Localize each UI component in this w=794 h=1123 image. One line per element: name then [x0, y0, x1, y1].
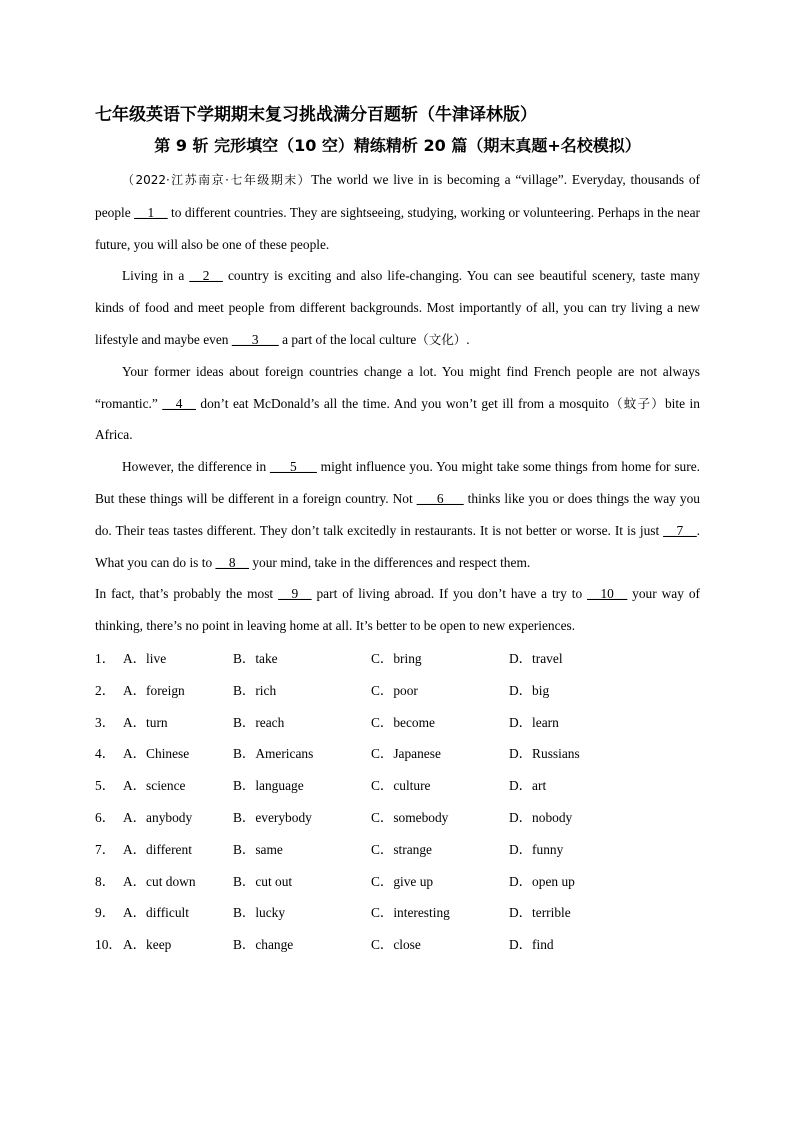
option-row — [95, 834, 700, 866]
option-row — [95, 929, 700, 961]
document-page — [95, 100, 700, 961]
chinese-gloss: （文化） — [416, 331, 467, 347]
options-list — [95, 643, 700, 961]
option-c: C．bring — [371, 650, 422, 666]
question-number: 6． — [95, 809, 116, 825]
option-row — [95, 643, 700, 675]
blank-3: ___3___ — [231, 331, 279, 347]
option-c: C．interesting — [371, 905, 450, 921]
passage-text: don’t eat McDonald’s all the time. And you won’t get ill from a mosquito — [195, 395, 609, 411]
blank-10: __10__ — [587, 586, 628, 602]
chinese-gloss: （蚊子） — [608, 395, 665, 411]
option-a: A．foreign — [123, 682, 185, 698]
option-b: B．reach — [233, 714, 285, 730]
option-d: D．art — [509, 778, 547, 794]
passage-text: your way of thinking, there’s no point in leaving home at all. It’s better to be open to new experiences. — [95, 586, 701, 634]
option-d: D．big — [509, 682, 550, 698]
source-label: （2022·江苏南京·七年级期末） — [122, 173, 312, 187]
option-row — [95, 897, 700, 929]
option-c: C．strange — [371, 841, 432, 857]
passage-text: bite in Africa. — [95, 395, 700, 443]
question-number: 5． — [95, 778, 116, 794]
option-b: B．same — [233, 841, 283, 857]
option-d: D．terrible — [509, 905, 571, 921]
option-a: A．cut down — [123, 873, 196, 889]
question-number: 9． — [95, 905, 116, 921]
blank-5: ___5___ — [269, 459, 317, 475]
blank-8: __8__ — [215, 554, 249, 570]
passage-text: . — [466, 331, 470, 347]
passage-paragraph-3 — [95, 356, 700, 451]
question-number: 1． — [95, 650, 116, 666]
option-a: A．anybody — [123, 809, 193, 825]
option-c: C．culture — [371, 778, 431, 794]
question-number: 2． — [95, 682, 116, 698]
option-a: A．turn — [123, 714, 168, 730]
passage-text: your mind, take in the differences and respect them. — [248, 554, 531, 570]
document-subtitle: 第 9 斩 完形填空（10 空）精练精析 20 篇（期末真题+名校模拟） — [154, 136, 641, 155]
option-b: B．language — [233, 778, 304, 794]
blank-4: __4__ — [162, 395, 196, 411]
question-number: 7． — [95, 841, 116, 857]
passage-text: However, the difference in — [122, 459, 270, 475]
option-row — [95, 866, 700, 898]
question-number: 4． — [95, 746, 116, 762]
blank-7: __7__ — [663, 522, 697, 538]
passage-text: might influence you. You might take some things from home for sure. But these things will be different in a foreign country. Not — [95, 459, 700, 506]
option-c: C．poor — [371, 682, 418, 698]
option-b: B．take — [233, 650, 278, 666]
blank-2: __2__ — [189, 268, 223, 284]
passage-text: The world we live in is becoming a “village”. Everyday, thousands of people — [95, 172, 700, 220]
option-row — [95, 707, 700, 739]
option-d: D．nobody — [509, 809, 573, 825]
option-c: C．give up — [371, 873, 434, 889]
blank-6: ___6___ — [416, 490, 464, 506]
blank-9: __9__ — [278, 586, 312, 602]
option-a: A．keep — [123, 937, 172, 953]
passage-text: In fact, that’s probably the most — [95, 586, 279, 602]
option-row — [95, 675, 700, 707]
passage-paragraph-2 — [95, 260, 700, 355]
passage-text: country is exciting and also life-changing. You can see beautiful scenery, taste many kinds of food and meet people from different backgrounds. Most importantly of all, you can try living a new lifestyle and maybe even — [95, 268, 701, 347]
passage-text: Your former ideas about foreign countries change a lot. You might find French people are not always “romantic.” — [95, 363, 700, 411]
option-c: C．somebody — [371, 809, 449, 825]
passage-text: . What you can do is to — [95, 522, 700, 570]
option-d: D．Russians — [509, 746, 580, 762]
blank-1: __1__ — [134, 204, 168, 220]
option-a: A．science — [123, 778, 186, 794]
option-b: B．rich — [233, 682, 277, 698]
option-row — [95, 802, 700, 834]
option-b: B．cut out — [233, 873, 293, 889]
option-row — [95, 738, 700, 770]
passage-text: Living in a — [122, 268, 190, 284]
option-c: C．Japanese — [371, 746, 441, 762]
option-a: A．live — [123, 650, 167, 666]
passage-text: a part of the local culture — [278, 331, 417, 347]
option-d: D．funny — [509, 841, 564, 857]
option-d: D．open up — [509, 873, 575, 889]
passage-paragraph-5 — [95, 578, 700, 642]
question-number: 3． — [95, 714, 116, 730]
option-a: A．different — [123, 841, 192, 857]
option-row — [95, 770, 700, 802]
passage-text: thinks like you or does things the way you do. Their teas tastes different. They don’t talk excitedly in restaurants. It is not better or worse. It is just — [95, 490, 700, 538]
option-d: D．find — [509, 937, 554, 953]
option-a: A．Chinese — [123, 746, 190, 762]
option-c: C．become — [371, 714, 435, 730]
option-b: B．Americans — [233, 746, 314, 762]
passage-paragraph-4 — [95, 451, 700, 578]
option-c: C．close — [371, 937, 421, 953]
option-b: B．everybody — [233, 809, 312, 825]
question-number: 8． — [95, 873, 116, 889]
option-a: A．difficult — [123, 905, 189, 921]
passage-text: part of living abroad. If you don’t have a try to — [311, 586, 588, 602]
option-d: D．learn — [509, 714, 559, 730]
passage-paragraph-1 — [95, 164, 700, 260]
document-title: 七年级英语下学期期末复习挑战满分百题斩（牛津译林版） — [95, 105, 537, 125]
question-number: 10． — [95, 937, 122, 953]
option-b: B．change — [233, 937, 294, 953]
option-b: B．lucky — [233, 905, 286, 921]
passage-text: to different countries. They are sightseeing, studying, working or volunteering. Perhaps in the near future, you will also be one of these people. — [95, 204, 700, 252]
option-d: D．travel — [509, 650, 563, 666]
